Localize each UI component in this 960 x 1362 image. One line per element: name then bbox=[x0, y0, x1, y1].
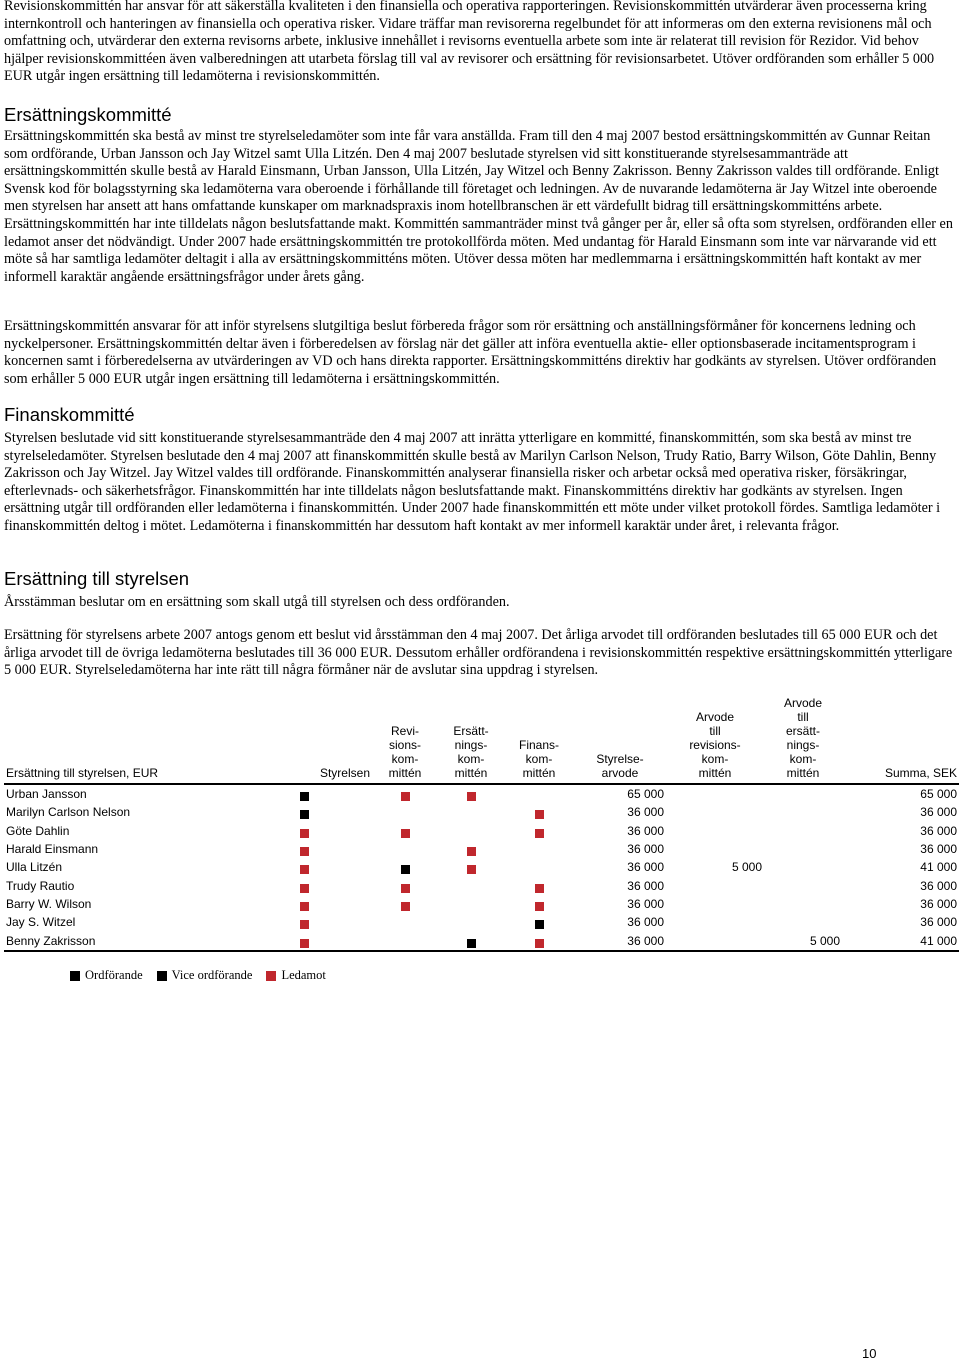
ersattning-role-cell bbox=[438, 803, 504, 821]
member-name-cell: Urban Jansson bbox=[6, 787, 87, 802]
member-square-icon bbox=[467, 847, 476, 856]
member-square-icon bbox=[266, 971, 276, 981]
heading-finanskommitte: Finanskommitté bbox=[4, 404, 135, 425]
legend-item-vice bbox=[157, 968, 253, 983]
member-name-cell: Barry W. Wilson bbox=[6, 896, 92, 911]
arvode-cell: 36 000 bbox=[627, 860, 664, 875]
member-square-icon bbox=[401, 829, 410, 838]
finans-role-cell bbox=[504, 822, 574, 840]
arvode-cell: 36 000 bbox=[627, 805, 664, 820]
member-square-icon bbox=[300, 884, 309, 893]
legend-label-chair: Ordförande bbox=[85, 968, 143, 982]
ersattning-styrelsen-paragraph-2: Ersättning för styrelsens arbete 2007 antogs genom ett beslut vid årsstämman den 4 maj 2007. Det årliga arvodet till ordföranden beslutades till 65 000 EUR och det årliga arvodet till de övriga ledamöterna beslutades till 36 000 EUR. Dessutom erhåller ordförandena i revisionskommittén respektive ersättningskommittén ytterligare 5 000 EUR. Styrelseledamöterna har inte rätt till några förmåner när de avslutar sina uppdrag i styrelsen. bbox=[4, 627, 953, 679]
ersattningskommitte-paragraph-1: Ersättningskommittén ska bestå av minst tre styrelseledamöter som inte får vara anställda. Fram till den 4 maj 2007 bestod ersättningskommittén av Gunnar Reitan som ordförande, Urban Jansson och Jay Witzel samt Ulla Litzén. Den 4 maj 2007 beslutade styrelsen vid sitt konstituerande styrelsesammanträde att ersättningskommittén skulle bestå av Harald Einsmann, Urban Jansson, Ulla Litzén, Jay Witzel och Benny Zakrisson. Benny Zakrisson valdes till ordförande. Enligt Svensk kod för bolagsstyrning ska ledamöterna vara oberoende i förhållande till företaget och ledningen. Av de nuvarande ledamöterna är Jay Witzel inte oberoende men styrelsen har ansett att hans omfattande kunskaper om marknadspraxis inom hotellbranschen är ett värdefullt bidrag till ersättningskommitténs arbete. Ersättningskommittén har inte tilldelats någon beslutsfattande makt. Kommittén sammanträder minst två gånger per år, eller så ofta som styrelsen, ordföranden eller en ledamot anser det nödvändigt. Under 2007 hade ersättningskommittén tre protokollförda möten. Med undantag för Harald Einsmann som inte var närvarande vid ett möte så har samtliga ledamöter deltagit i alla av ersättningskommitténs möten. Utöver dessa möten har medlemmarna i ersättningskommittén haft kontakt av mer informell karaktär angående ersättningsfrågor under årets gång. bbox=[4, 128, 953, 285]
member-name-cell: Jay S. Witzel bbox=[6, 915, 76, 930]
ersattning-role-cell bbox=[438, 822, 504, 840]
finans-role-cell bbox=[504, 840, 574, 858]
page-number: 10 bbox=[862, 1346, 877, 1361]
member-square-icon bbox=[535, 884, 544, 893]
table-row bbox=[4, 895, 959, 913]
member-name-cell: Trudy Rautio bbox=[6, 878, 75, 893]
heading-ersattningskommitte: Ersättningskommitté bbox=[4, 104, 172, 125]
table-row bbox=[4, 840, 959, 858]
finans-role-cell bbox=[504, 803, 574, 821]
summa-cell: 41 000 bbox=[920, 860, 957, 875]
table-row bbox=[4, 858, 959, 876]
heading-ersattning-styrelsen: Ersättning till styrelsen bbox=[4, 568, 190, 589]
col-header-finans: Finans- kom- mittén bbox=[504, 696, 574, 784]
col-header-name: Ersättning till styrelsen, EUR bbox=[4, 696, 236, 784]
revision-role-cell bbox=[372, 876, 438, 894]
member-square-icon bbox=[401, 884, 410, 893]
finans-role-cell bbox=[504, 931, 574, 950]
member-square-icon bbox=[535, 902, 544, 911]
member-square-icon bbox=[300, 829, 309, 838]
table-header-row bbox=[4, 696, 959, 784]
vice-chair-square-icon bbox=[300, 810, 309, 819]
col-header-arvode: Styrelse- arvode bbox=[574, 696, 666, 784]
summa-cell: 36 000 bbox=[920, 878, 957, 893]
legend-item-member bbox=[266, 968, 325, 983]
styrelsen-role-cell bbox=[236, 858, 372, 876]
arvode-ers-cell bbox=[764, 876, 842, 894]
intro-paragraph: Revisionskommittén har ansvar för att säkerställa kvaliteten i den finansiella och operativa rapporteringen. Revisionskommittén utvärderar även processerna kring internkontroll och hanteringen av finansiella och operativa risker. Vidare träffar man revisorerna regelbundet för att informeras om den externa revisionens mål och omfattning och, utvärderar den externa revisorns arbete, inklusive innehållet i revisorns eventuella arbete som inte är relaterat till revision för Rezidor. Vid behov hjälper revisionskommittéen även valberedningen att utarbeta förslag till val av revisorer och ersättning för revisionsarbetet. Utöver ordföranden som erhåller 5 000 EUR utgår ingen ersättning till ledamöterna i revisionskommittén. bbox=[4, 0, 935, 85]
ersattning-role-cell bbox=[438, 840, 504, 858]
arvode-ers-cell bbox=[764, 840, 842, 858]
table-row bbox=[4, 784, 959, 803]
table-row bbox=[4, 931, 959, 950]
revision-role-cell bbox=[372, 858, 438, 876]
styrelsen-role-cell bbox=[236, 895, 372, 913]
table-body bbox=[4, 784, 959, 951]
legend-label-vice: Vice ordförande bbox=[171, 968, 253, 982]
arvode-rev-cell bbox=[666, 822, 764, 840]
member-name-cell: Harald Einsmann bbox=[6, 842, 99, 857]
ersattning-role-cell bbox=[438, 913, 504, 931]
arvode-rev-cell bbox=[666, 803, 764, 821]
legend bbox=[70, 968, 326, 983]
arvode-cell: 36 000 bbox=[627, 823, 664, 838]
summa-cell: 36 000 bbox=[920, 896, 957, 911]
arvode-cell: 36 000 bbox=[627, 915, 664, 930]
arvode-ers-cell bbox=[764, 913, 842, 931]
finans-role-cell bbox=[504, 895, 574, 913]
finans-role-cell bbox=[504, 784, 574, 803]
arvode-cell: 65 000 bbox=[627, 787, 664, 802]
member-name-cell: Ulla Litzén bbox=[6, 860, 63, 875]
arvode-ers-cell bbox=[764, 784, 842, 803]
summa-cell: 65 000 bbox=[920, 787, 957, 802]
col-header-styrelsen: Styrelsen bbox=[236, 696, 372, 784]
finans-role-cell bbox=[504, 913, 574, 931]
styrelsen-role-cell bbox=[236, 931, 372, 950]
revision-role-cell bbox=[372, 803, 438, 821]
legend-item-chair bbox=[70, 968, 143, 983]
table-row bbox=[4, 876, 959, 894]
finans-role-cell bbox=[504, 876, 574, 894]
arvode-rev-cell bbox=[666, 784, 764, 803]
styrelsen-role-cell bbox=[236, 876, 372, 894]
summa-cell: 41 000 bbox=[842, 931, 959, 950]
chair-square-icon bbox=[535, 920, 544, 929]
chair-square-icon bbox=[70, 971, 80, 981]
revision-role-cell bbox=[372, 931, 438, 950]
col-header-ersattning: Ersätt- nings- kom- mittén bbox=[438, 696, 504, 784]
col-header-arvode-revision: Arvode till revisions- kom- mittén bbox=[666, 696, 764, 784]
member-square-icon bbox=[300, 920, 309, 929]
styrelsen-role-cell bbox=[236, 840, 372, 858]
summa-cell: 36 000 bbox=[920, 842, 957, 857]
arvode-ers-cell: 5 000 bbox=[764, 931, 842, 950]
ersattning-role-cell bbox=[438, 895, 504, 913]
summa-cell: 36 000 bbox=[920, 823, 957, 838]
arvode-rev-cell bbox=[666, 913, 764, 931]
legend-label-member: Ledamot bbox=[281, 968, 326, 982]
col-header-arvode-ersattning: Arvode till ersätt- nings- kom- mittén bbox=[764, 696, 842, 784]
arvode-ers-cell bbox=[764, 803, 842, 821]
vice-chair-square-icon bbox=[157, 971, 167, 981]
styrelsen-role-cell bbox=[236, 803, 372, 821]
member-square-icon bbox=[535, 810, 544, 819]
ersattning-role-cell bbox=[438, 784, 504, 803]
arvode-cell: 36 000 bbox=[627, 842, 664, 857]
chair-square-icon bbox=[467, 939, 476, 948]
finanskommitte-paragraph: Styrelsen beslutade vid sitt konstituerande styrelsesammanträde den 4 maj 2007 att inrätta ytterligare en kommitté, finanskommittén, som ska bestå av minst tre styrelseledamöter. Styrelsen beslutade den 4 maj 2007 att finanskommittén skulle bestå av Marilyn Carlson Nelson, Trudy Ratio, Barry Wilson, Göte Dahlin, Benny Zakrisson och Jay Witzel. Jay Witzel valdes till ordförande. Finanskommittén analyserar finansiella risker och arbetar också med operativa risker, försäkringar, efterlevnads- och säkerhetsfrågor. Finanskommittén har inte tilldelats någon beslutsfattande makt. Finanskommitténs direktiv har godkänts av styrelsen. Ingen ersättning utgår till ordföranden eller ledamöterna i finanskommittén. Under 2007 hade finanskommittén ett möte under vilket protokoll fördes. Samtliga ledamöter i finanskommittén deltog i mötet. Ledamöterna i finanskommittén har dessutom haft kontakt av mer informell karaktär under året, i relevanta frågor. bbox=[4, 430, 941, 534]
arvode-ers-cell bbox=[764, 858, 842, 876]
arvode-rev-cell bbox=[666, 895, 764, 913]
member-name-cell: Göte Dahlin bbox=[6, 823, 70, 838]
arvode-rev-cell bbox=[666, 876, 764, 894]
styrelsen-role-cell bbox=[236, 784, 372, 803]
member-square-icon bbox=[401, 902, 410, 911]
member-square-icon bbox=[535, 829, 544, 838]
chair-square-icon bbox=[300, 792, 309, 801]
table-row bbox=[4, 803, 959, 821]
summa-cell: 36 000 bbox=[920, 915, 957, 930]
arvode-cell: 36 000 bbox=[627, 896, 664, 911]
arvode-rev-cell bbox=[666, 931, 764, 950]
ersattning-role-cell bbox=[438, 876, 504, 894]
table-row bbox=[4, 822, 959, 840]
member-square-icon bbox=[300, 865, 309, 874]
chair-square-icon bbox=[401, 865, 410, 874]
arvode-ers-cell bbox=[764, 822, 842, 840]
revision-role-cell bbox=[372, 895, 438, 913]
arvode-rev-cell: 5 000 bbox=[731, 860, 762, 875]
member-square-icon bbox=[467, 792, 476, 801]
ersattning-styrelsen-paragraph-1: Årsstämman beslutar om en ersättning som skall utgå till styrelsen och dess ordföranden. bbox=[4, 594, 510, 610]
table-row bbox=[4, 913, 959, 931]
col-header-summa: Summa, SEK bbox=[842, 696, 959, 784]
arvode-ers-cell bbox=[764, 895, 842, 913]
revision-role-cell bbox=[372, 913, 438, 931]
member-name-cell: Marilyn Carlson Nelson bbox=[6, 805, 131, 820]
member-name-cell: Benny Zakrisson bbox=[4, 931, 236, 950]
ersattning-role-cell bbox=[438, 931, 504, 950]
member-square-icon bbox=[300, 847, 309, 856]
finans-role-cell bbox=[504, 858, 574, 876]
arvode-cell: 36 000 bbox=[627, 878, 664, 893]
revision-role-cell bbox=[372, 840, 438, 858]
member-square-icon bbox=[467, 865, 476, 874]
summa-cell: 36 000 bbox=[920, 805, 957, 820]
arvode-cell: 36 000 bbox=[574, 931, 666, 950]
board-compensation-table bbox=[4, 696, 959, 952]
revision-role-cell bbox=[372, 822, 438, 840]
revision-role-cell bbox=[372, 784, 438, 803]
arvode-rev-cell bbox=[666, 840, 764, 858]
member-square-icon bbox=[300, 939, 309, 948]
ersattningskommitte-paragraph-2: Ersättningskommittén ansvarar för att inför styrelsens slutgiltiga beslut förbereda frågor som rör ersättning och anställningsförmåner för koncernens ledning och nyckelpersoner. Ersättningskommittén deltar även i förberedelsen av förslag när det gäller att införa eventuella aktie- eller optionsbaserade incitamentsprogram i koncernen samt i förberedelserna av utvärderingen av VD och hans direkta rapporter. Ersättningskommitténs direktiv har godkänts av styrelsen. Utöver ordföranden som erhåller 5 000 EUR utgår ingen ersättning till ledamöterna i ersättningskommittén. bbox=[4, 318, 937, 387]
styrelsen-role-cell bbox=[236, 913, 372, 931]
col-header-revision: Revi- sions- kom- mittén bbox=[372, 696, 438, 784]
member-square-icon bbox=[401, 792, 410, 801]
styrelsen-role-cell bbox=[236, 822, 372, 840]
member-square-icon bbox=[535, 939, 544, 948]
ersattning-role-cell bbox=[438, 858, 504, 876]
member-square-icon bbox=[300, 902, 309, 911]
